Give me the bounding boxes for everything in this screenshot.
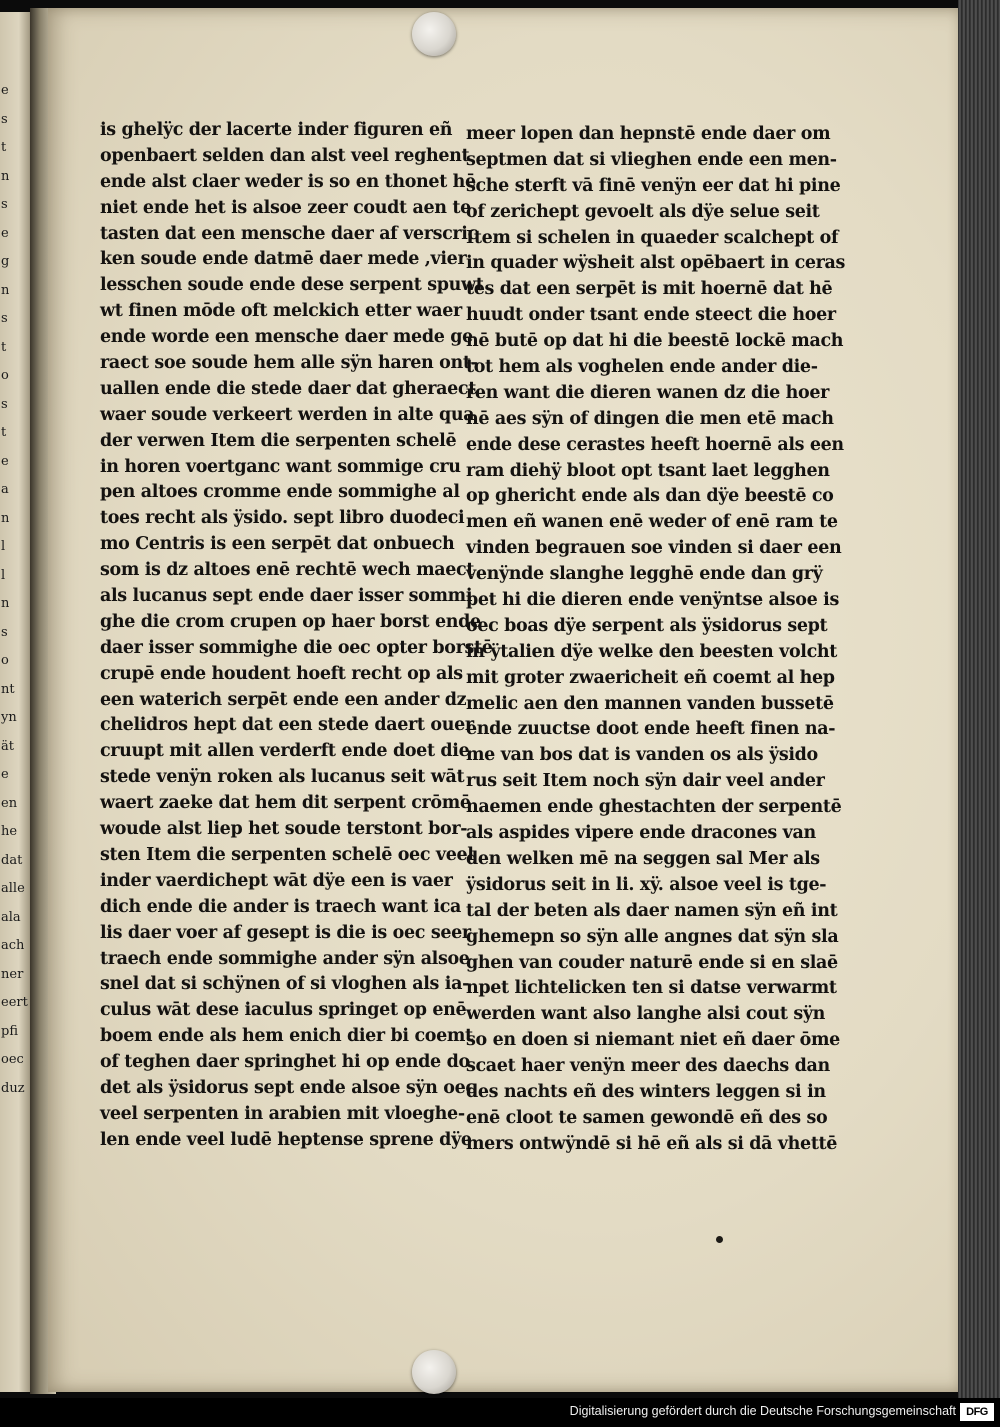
text-line: sche sterft vā finē venÿn eer dat hi pine [466,175,841,196]
margin-fragment: e [1,225,9,241]
text-line: niet ende het is alsoe zeer coudt aen te [100,197,471,218]
text-line: pet hi die dieren ende venÿntse alsoe is [466,590,839,611]
text-line: meer lopen dan hepnstē ende daer om [466,124,831,144]
text-line: rus seit Item noch sÿn dair veel ander [466,771,825,792]
margin-fragment: dat [1,852,23,868]
text-line: toes recht als ÿsido. sept libro duodeci [100,508,465,529]
margin-fragment: s [1,197,8,212]
margin-fragment: he [1,824,18,839]
text-line: sten Item die serpenten schelē oec veel [100,844,474,865]
text-line: den welken mē na seggen sal Mer als [466,848,820,869]
text-line: det als ÿsidorus sept ende alsoe sÿn oec [100,1077,476,1098]
margin-fragment: a [1,482,9,497]
margin-fragment: e [1,767,9,782]
margin-fragment: o [1,368,9,383]
text-line: som is dz altoes enē rechtē wech maect [100,560,475,581]
page-clip-bottom [412,1350,456,1394]
text-line: pen altoes cromme ende sommighe al [100,482,460,503]
text-line: ende dese cerastes heeft hoernē als een [466,434,844,455]
text-line: snel dat si schÿnen of si vloghen als ia- [100,974,469,995]
text-line: uallen ende die stede daer dat gheraect [100,378,476,399]
text-line: nē aes sÿn of dingen die men etē mach [466,408,834,429]
text-line: woude alst liep het soude terstont bor- [100,819,468,840]
text-line: als lucanus sept ende daer isser sommi [100,586,473,607]
text-line: melic aen den mannen vanden bussetē [466,693,834,714]
margin-fragment: ät [1,738,14,754]
margin-fragment: s [1,396,8,412]
margin-fragment: t [1,339,7,355]
text-line: inder vaerdichept wāt dÿe een is vaer [100,870,453,891]
text-line: men eñ wanen enē weder of enē ram te [466,512,838,533]
text-line: is ghelÿc der lacerte inder figuren eñ [100,120,453,140]
margin-fragment: yn [1,710,17,725]
margin-fragment: alle [1,881,25,896]
margin-fragment: s [1,624,8,640]
text-line: tot hem als voghelen ende ander die- [466,357,818,378]
text-line: nē butē op dat hi die beestē lockē mach [466,331,844,352]
footer-bar [0,1398,1000,1427]
text-line: waer soude verkeert werden in alte qua [100,404,475,425]
text-line: crupē ende houdent hoeft recht op als [100,663,463,684]
text-line: lis daer voer af gesept is die is oec seer [100,922,471,943]
margin-fragment: e [1,453,9,469]
margin-fragment: oec [1,1052,24,1067]
page-clip-top [412,12,456,56]
margin-fragment: n [1,168,10,184]
margin-fragment: s [1,311,8,326]
text-line: der verwen Item die serpenten schelē [100,430,457,451]
text-line: daer isser sommighe die oec opter borstē [100,637,493,658]
text-line: ende worde een mensche daer mede ge [100,327,473,348]
text-line: tes dat een serpēt is mit hoernē dat hē [466,279,833,300]
text-line: des nachts eñ des winters leggen si in [466,1081,826,1102]
text-line: so en doen si niemant niet eñ daer ōme [466,1030,840,1051]
text-line: ghe die crom crupen op haer borst ende [100,611,481,632]
margin-fragment: ach [1,938,25,953]
text-line: enē cloot te samen gewondē eñ des so [466,1107,828,1128]
margin-fragment: t [1,425,7,440]
margin-fragment: en [1,795,18,811]
page-stack-edge [958,0,1000,1398]
margin-fragment: pfi [1,1023,18,1039]
text-line: mers ontwÿndē si hē eñ als si dā vhettē [466,1133,838,1154]
text-line: in quader wÿsheit alst opēbaert in ceras [466,253,846,274]
text-line: ende alst claer weder is so en thonet hē [100,171,476,192]
margin-fragment: ner [1,966,24,982]
text-line: npet lichtelicken ten si datse verwarmt [466,978,837,999]
text-line: oec boas dÿe serpent als ÿsidorus sept [466,615,828,636]
text-line: in horen voertganc want sommige cru [100,456,461,477]
text-line: of zerichept gevoelt als dÿe selue seit [466,201,820,222]
margin-fragment: nt [1,681,15,697]
margin-fragment: n [1,282,10,298]
text-line: ram diehÿ bloot opt tsant laet legghen [466,460,830,481]
text-line: chelidros hept dat een stede daert ouer [100,715,474,736]
text-line: werden want also langhe alsi cout sÿn [466,1004,826,1025]
text-line: vinden begrauen soe vinden si daer een [466,538,842,559]
text-line: ghen van couder naturē ende si en slaē [466,952,838,973]
text-line: mit groter zwaericheit eñ coemt al hep [466,667,835,688]
text-line: in ÿtalien dÿe welke den beesten volcht [466,641,838,662]
text-line: Item si schelen in quaeder scalchept of [466,227,839,248]
text-line: traech ende sommighe ander sÿn alsoe [100,948,470,969]
text-line: tal der beten als daer namen sÿn eñ int [466,900,838,921]
margin-fragment: l [1,539,6,554]
text-line: ende zuuctse doot ende heeft finen na- [466,719,836,740]
text-line: venÿnde slanghe legghē ende dan grÿ [466,564,823,585]
text-column-left [100,118,493,1154]
text-line: waert zaeke dat hem dit serpent crōmē [100,793,471,814]
margin-fragment: duz [1,1080,25,1096]
text-line: ghemepn so sÿn alle angnes dat sÿn sla [466,926,839,947]
text-line: boem ende als hem enich dier bi coemt [100,1026,473,1047]
text-line: mo Centris is een serpēt dat onbuech [100,534,455,555]
margin-fragment: l [1,567,6,583]
facing-page-edge [0,12,34,1392]
margin-fragment: ala [1,909,21,925]
text-line: tasten dat een mensche daer af verscric [100,223,478,244]
text-line: op ghericht ende als dan dÿe beestē co [466,486,834,507]
margin-fragment: e [1,83,9,98]
dfg-logo: DFG [960,1403,994,1421]
margin-fragment: t [1,140,7,155]
text-line: een waterich serpēt ende een ander dz [100,689,467,710]
text-line: cruupt mit allen verderft ende doet die [100,741,470,762]
text-column-right [466,122,846,1158]
margin-fragment: n [1,510,10,526]
text-line: dich ende die ander is traech want ica [100,896,462,917]
text-line: huudt onder tsant ende steect die hoer [466,305,836,326]
text-line: veel serpenten in arabien mit vloeghe- [100,1103,465,1124]
text-line: culus wāt dese iaculus springet op enē [100,1000,467,1021]
text-line: scaet haer venÿn meer des daechs dan [466,1056,830,1077]
text-line: of teghen daer springhet hi op ende do [100,1052,470,1073]
margin-fragment: n [1,596,10,611]
text-line: ÿsidorus seit in li. xÿ. alsoe veel is tge- [466,874,827,895]
text-line: septmen dat si vlieghen ende een men- [466,149,837,170]
text-line: wt finen mōde oft melckich etter waer [100,301,462,322]
text-line: als aspides vipere ende dracones van [466,823,816,844]
margin-fragment: s [1,111,8,127]
text-line: me van bos dat is vanden os als ÿsido [466,745,818,766]
margin-fragment: o [1,653,9,668]
text-line: openbaert selden dan alst veel reghent [100,145,470,166]
funding-credit: Digitalisierung gefördert durch die Deutsche Forschungsgemeinschaft [569,1404,956,1418]
margin-fragment: eert [1,995,28,1010]
text-line: ren want die dieren wanen dz die hoer [466,382,830,403]
text-line: len ende veel ludē heptense sprene dÿe [100,1129,472,1150]
ink-dot [716,1236,723,1243]
text-line: stede venÿn roken als lucanus seit wāt [100,767,465,788]
text-line: raect soe soude hem alle sÿn haren ont- [100,353,478,374]
margin-fragment: g [1,254,10,269]
text-line: ken soude ende datmē daer mede ,vier [100,249,467,270]
text-line: naemen ende ghestachten der serpentē [466,797,842,818]
text-line: lesschen soude ende dese serpent spuwt [100,275,484,296]
